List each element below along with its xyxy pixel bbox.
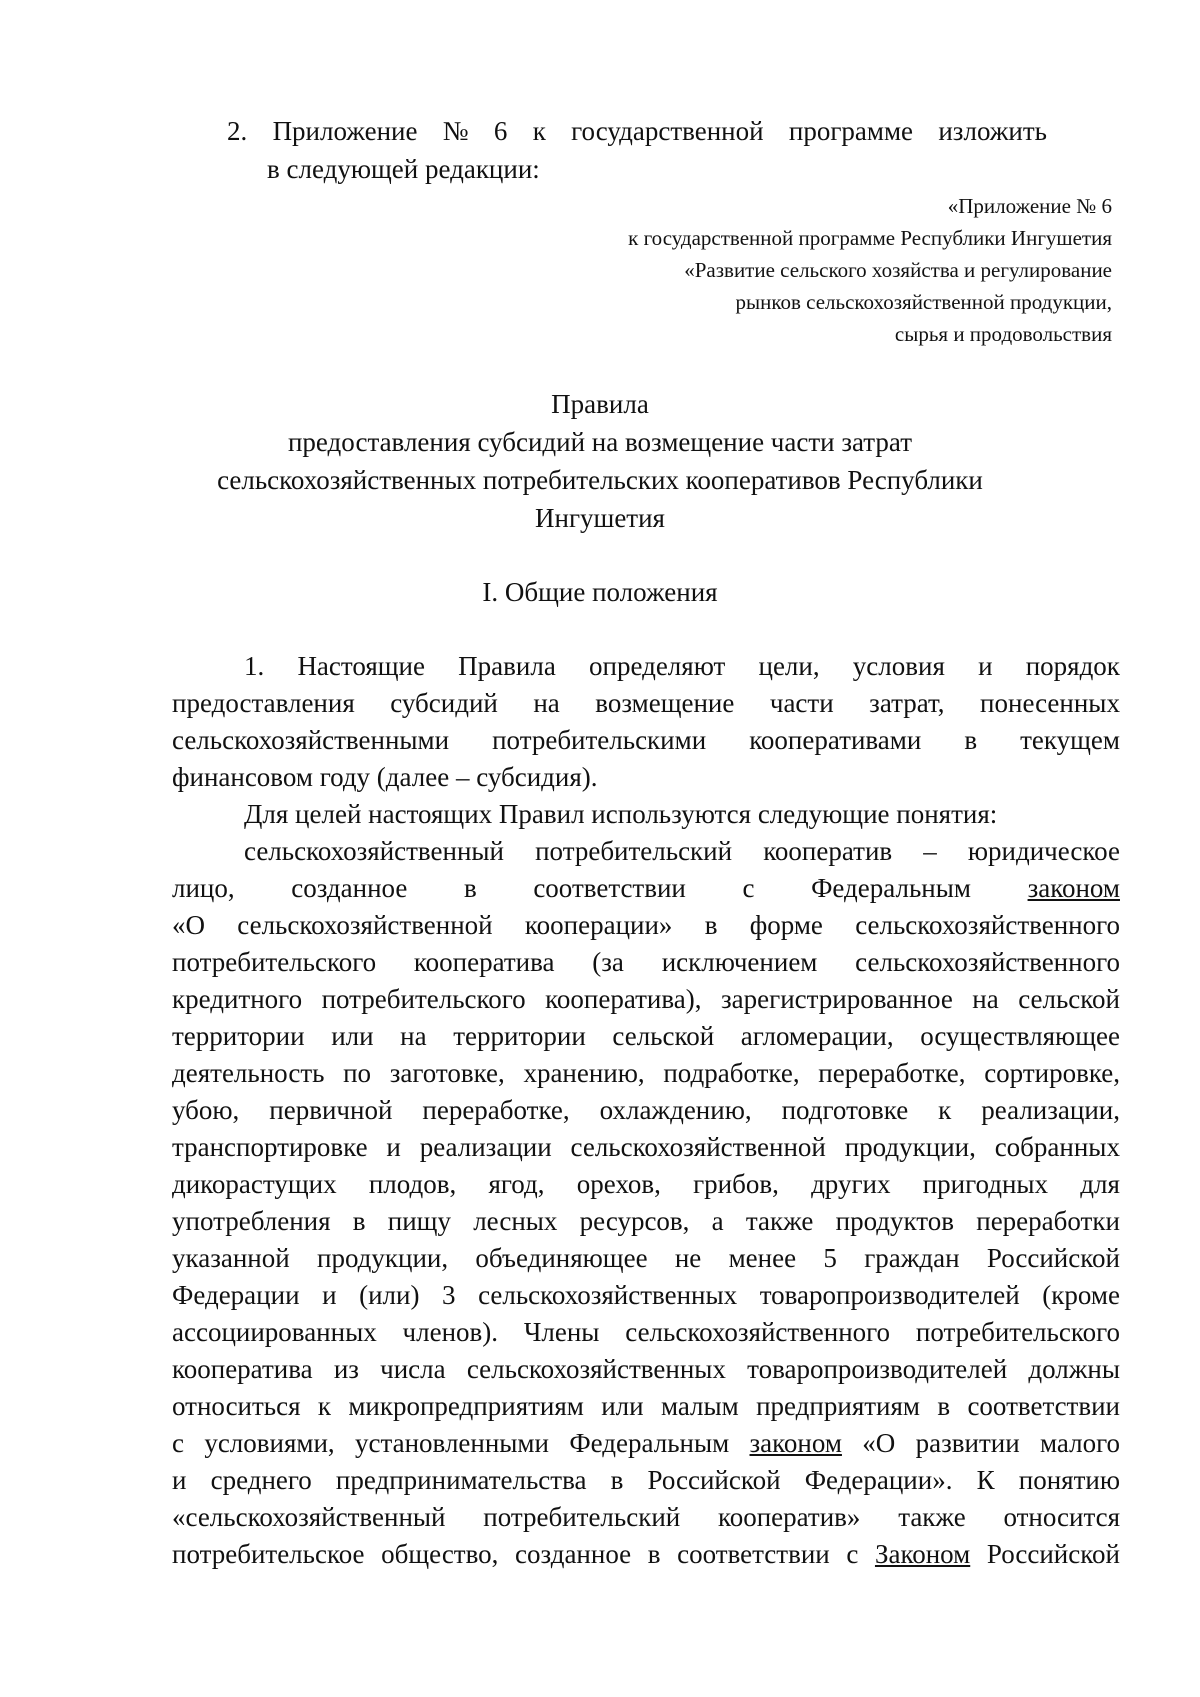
word: должны <box>1028 1354 1120 1384</box>
word: продукции, <box>317 1243 449 1273</box>
word: продукции, <box>844 1132 976 1162</box>
word: из <box>333 1354 359 1384</box>
word: созданное <box>291 873 408 903</box>
word: подработке, <box>663 1058 800 1088</box>
word: не <box>674 1243 702 1273</box>
word: пригодных <box>922 1169 1049 1199</box>
title-line: Правила <box>551 389 649 419</box>
law-link[interactable]: Законом <box>874 1539 971 1569</box>
word: плодов, <box>368 1169 457 1199</box>
word: Российской <box>986 1539 1120 1569</box>
word: относится <box>1003 1502 1120 1532</box>
word: предоставления <box>172 688 355 718</box>
text-line <box>172 1203 1120 1240</box>
word: в <box>937 1391 951 1421</box>
section-heading: I. Общие положения <box>482 577 718 607</box>
word: кооператива <box>413 947 555 977</box>
word: изложить <box>938 116 1047 146</box>
word: заготовке, <box>389 1058 505 1088</box>
word: соответствии <box>677 1539 830 1569</box>
word: потребительского <box>172 947 377 977</box>
word: (кроме <box>1042 1280 1120 1310</box>
word: и <box>322 1280 337 1310</box>
word: «О <box>172 910 205 940</box>
word: переработке, <box>818 1058 966 1088</box>
text-line <box>172 1462 1120 1499</box>
annex-header-line: «Развитие сельского хозяйства и регулирование <box>684 258 1112 282</box>
title-line: сельскохозяйственных потребительских кооперативов Республики <box>217 465 983 495</box>
word: понесенных <box>980 688 1120 718</box>
word: сельской <box>612 1021 715 1051</box>
word: менее <box>728 1243 797 1273</box>
word: потребительское <box>172 1539 365 1569</box>
word: порядок <box>1025 651 1120 681</box>
annex-header <box>628 190 1112 350</box>
word: или <box>331 1021 374 1051</box>
text-line <box>172 1240 1120 1277</box>
word: зарегистрированное <box>721 984 953 1014</box>
word: территории <box>453 1021 586 1051</box>
word: грибов, <box>693 1169 779 1199</box>
word: кооперации» <box>524 910 673 940</box>
word: в <box>704 910 718 940</box>
word: понятию <box>1018 1465 1120 1495</box>
word: № <box>442 116 469 146</box>
word: потребительскими <box>492 725 707 755</box>
word: общество, <box>381 1539 499 1569</box>
word: Федеральным <box>569 1428 730 1458</box>
word: предприятиям <box>756 1391 920 1421</box>
word: или <box>601 1391 644 1421</box>
text-line <box>172 1314 1120 1351</box>
title-line: Ингушетия <box>535 503 665 533</box>
word: агломерации, <box>740 1021 894 1051</box>
word: сельскохозяйственных <box>466 1354 726 1384</box>
word: микропредприятиям <box>348 1391 584 1421</box>
law-link[interactable]: законом <box>1027 873 1120 903</box>
word: исключением <box>661 947 818 977</box>
word: убою, <box>172 1095 240 1125</box>
word: переработке, <box>422 1095 570 1125</box>
word: по <box>343 1058 372 1088</box>
word: сельскохозяйственных <box>478 1280 738 1310</box>
body-text <box>172 648 1120 1573</box>
word: реализации <box>419 1132 552 1162</box>
text-line <box>172 685 1120 722</box>
word: других <box>811 1169 891 1199</box>
word: реализации, <box>981 1095 1120 1125</box>
word: сельскохозяйственной <box>570 1132 826 1162</box>
text-line <box>172 722 1120 759</box>
text-line <box>172 944 1120 981</box>
word: также <box>898 1502 966 1532</box>
text-line <box>172 981 1120 1018</box>
word: граждан <box>864 1243 960 1273</box>
word: определяют <box>589 651 726 681</box>
word: Правила <box>458 651 556 681</box>
word: Российской <box>986 1243 1120 1273</box>
word: переработки <box>976 1206 1120 1236</box>
word: сортировке, <box>984 1058 1120 1088</box>
word: 1. <box>244 651 265 681</box>
word: членов). <box>402 1317 499 1347</box>
text-line: финансовом году (далее – субсидия). <box>172 762 598 792</box>
word: среднего <box>210 1465 312 1495</box>
word: потребительского <box>915 1317 1120 1347</box>
word: развитии <box>915 1428 1020 1458</box>
word: хранению, <box>523 1058 645 1088</box>
word: подготовке <box>781 1095 909 1125</box>
word: кооператив <box>763 836 893 866</box>
word: предпринимательства <box>335 1465 587 1495</box>
word: соответствии <box>967 1391 1120 1421</box>
text-line <box>172 1536 1120 1573</box>
text-line <box>172 1388 1120 1425</box>
word: сельскохозяйственного <box>855 947 1120 977</box>
word: государственной <box>571 116 764 146</box>
word: числа <box>380 1354 446 1384</box>
word: созданное <box>515 1539 632 1569</box>
text-line <box>172 907 1120 944</box>
word: лесных <box>473 1206 558 1236</box>
word: Настоящие <box>297 651 425 681</box>
word: К <box>976 1465 995 1495</box>
text-line <box>172 1425 1120 1462</box>
word: 3 <box>442 1280 456 1310</box>
text-line: Для целей настоящих Правил используются следующие понятия: <box>244 799 998 829</box>
text-line <box>172 1499 1120 1536</box>
word: пищу <box>387 1206 451 1236</box>
word: на <box>533 688 560 718</box>
word: к <box>317 1391 331 1421</box>
amendment-item <box>227 112 1047 188</box>
word: для <box>1080 1169 1120 1199</box>
amendment-line-1 <box>227 112 1047 150</box>
word: Федерации <box>172 1280 300 1310</box>
word: сельскохозяйственной <box>237 910 493 940</box>
word: товаропроизводителей <box>759 1280 1020 1310</box>
word: 6 <box>493 116 508 146</box>
word: в <box>610 1465 624 1495</box>
word: малым <box>660 1391 739 1421</box>
text-line <box>172 1129 1120 1166</box>
word: орехов, <box>576 1169 661 1199</box>
word: деятельность <box>172 1058 325 1088</box>
word: (или) <box>359 1280 420 1310</box>
text-line <box>172 1166 1120 1203</box>
word: сельскохозяйственными <box>172 725 450 755</box>
text-line <box>172 1351 1120 1388</box>
word: 5 <box>823 1243 837 1273</box>
word: первичной <box>269 1095 393 1125</box>
word: дикорастущих <box>172 1169 337 1199</box>
word: и <box>386 1132 401 1162</box>
text-line <box>172 648 1120 685</box>
word: сельскохозяйственного <box>625 1317 891 1347</box>
word: Федеральным <box>811 873 971 903</box>
word: 2. <box>227 116 248 146</box>
word: в <box>647 1539 661 1569</box>
word: охлаждению, <box>599 1095 752 1125</box>
word: кооперативами <box>749 725 922 755</box>
word: части <box>769 688 834 718</box>
word: Российской <box>647 1465 781 1495</box>
word: на <box>400 1021 427 1051</box>
word: Приложение <box>272 116 418 146</box>
word: ягод, <box>488 1169 545 1199</box>
text-line <box>172 1055 1120 1092</box>
word: относиться <box>172 1391 301 1421</box>
word: а <box>711 1206 724 1236</box>
word: затрат, <box>869 688 945 718</box>
word: и <box>172 1465 187 1495</box>
text-line <box>172 1277 1120 1314</box>
annex-header-line: к государственной программе Республики Ингушетия <box>628 226 1112 250</box>
word: Члены <box>523 1317 600 1347</box>
word: (за <box>592 947 624 977</box>
law-link[interactable]: законом <box>749 1428 842 1458</box>
word: текущем <box>1020 725 1120 755</box>
word: территории <box>172 1021 305 1051</box>
word: в <box>964 725 978 755</box>
document-title <box>0 385 1200 537</box>
word: условия <box>852 651 945 681</box>
word: к <box>938 1095 952 1125</box>
word: потребительский <box>483 1502 681 1532</box>
word: ресурсов, <box>579 1206 690 1236</box>
word: малого <box>1039 1428 1120 1458</box>
word: «О <box>862 1428 896 1458</box>
word: форме <box>749 910 823 940</box>
word: программе <box>788 116 914 146</box>
word: употребления <box>172 1206 331 1236</box>
word: соответствии <box>533 873 686 903</box>
word: с <box>846 1539 859 1569</box>
word: кооператива), <box>545 984 702 1014</box>
word: осуществляющее <box>920 1021 1120 1051</box>
word: юридическое <box>967 836 1120 866</box>
annex-header-line: «Приложение № 6 <box>947 194 1112 218</box>
word: потребительский <box>535 836 733 866</box>
word: сельскохозяйственного <box>855 910 1120 940</box>
word: с <box>742 873 755 903</box>
word: в <box>352 1206 366 1236</box>
word: «сельскохозяйственный <box>172 1502 446 1532</box>
amendment-line-2: в следующей редакции: <box>267 154 540 184</box>
word: установленными <box>355 1428 549 1458</box>
text-line <box>172 1018 1120 1055</box>
word: к <box>532 116 546 146</box>
word: транспортировке <box>172 1132 368 1162</box>
word: возмещение <box>595 688 735 718</box>
word: объединяющее <box>475 1243 648 1273</box>
word: и <box>978 651 993 681</box>
annex-header-line: сырья и продовольствия <box>894 322 1112 346</box>
word: также <box>745 1206 814 1236</box>
word: сельскохозяйственный <box>244 836 504 866</box>
title-line: предоставления субсидий на возмещение части затрат <box>287 427 913 457</box>
word: сельской <box>1018 984 1120 1014</box>
word: продуктов <box>835 1206 955 1236</box>
text-line <box>172 1092 1120 1129</box>
word: Федерации». <box>804 1465 953 1495</box>
word: лицо, <box>172 873 235 903</box>
text-line <box>172 870 1120 907</box>
annex-header-line: рынков сельскохозяйственной продукции, <box>735 290 1112 314</box>
word: кооператив» <box>717 1502 861 1532</box>
word: потребительского <box>321 984 526 1014</box>
word: условиями, <box>204 1428 335 1458</box>
word: на <box>972 984 999 1014</box>
word: кооператива <box>172 1354 313 1384</box>
word: в <box>463 873 477 903</box>
text-line <box>172 833 1120 870</box>
word: кредитного <box>172 984 303 1014</box>
word: цели, <box>758 651 820 681</box>
word: указанной <box>172 1243 290 1273</box>
word: собранных <box>994 1132 1120 1162</box>
word: товаропроизводителей <box>747 1354 1008 1384</box>
word: субсидий <box>390 688 498 718</box>
word: – <box>923 836 937 866</box>
word: с <box>172 1428 184 1458</box>
word: ассоциированных <box>172 1317 377 1347</box>
